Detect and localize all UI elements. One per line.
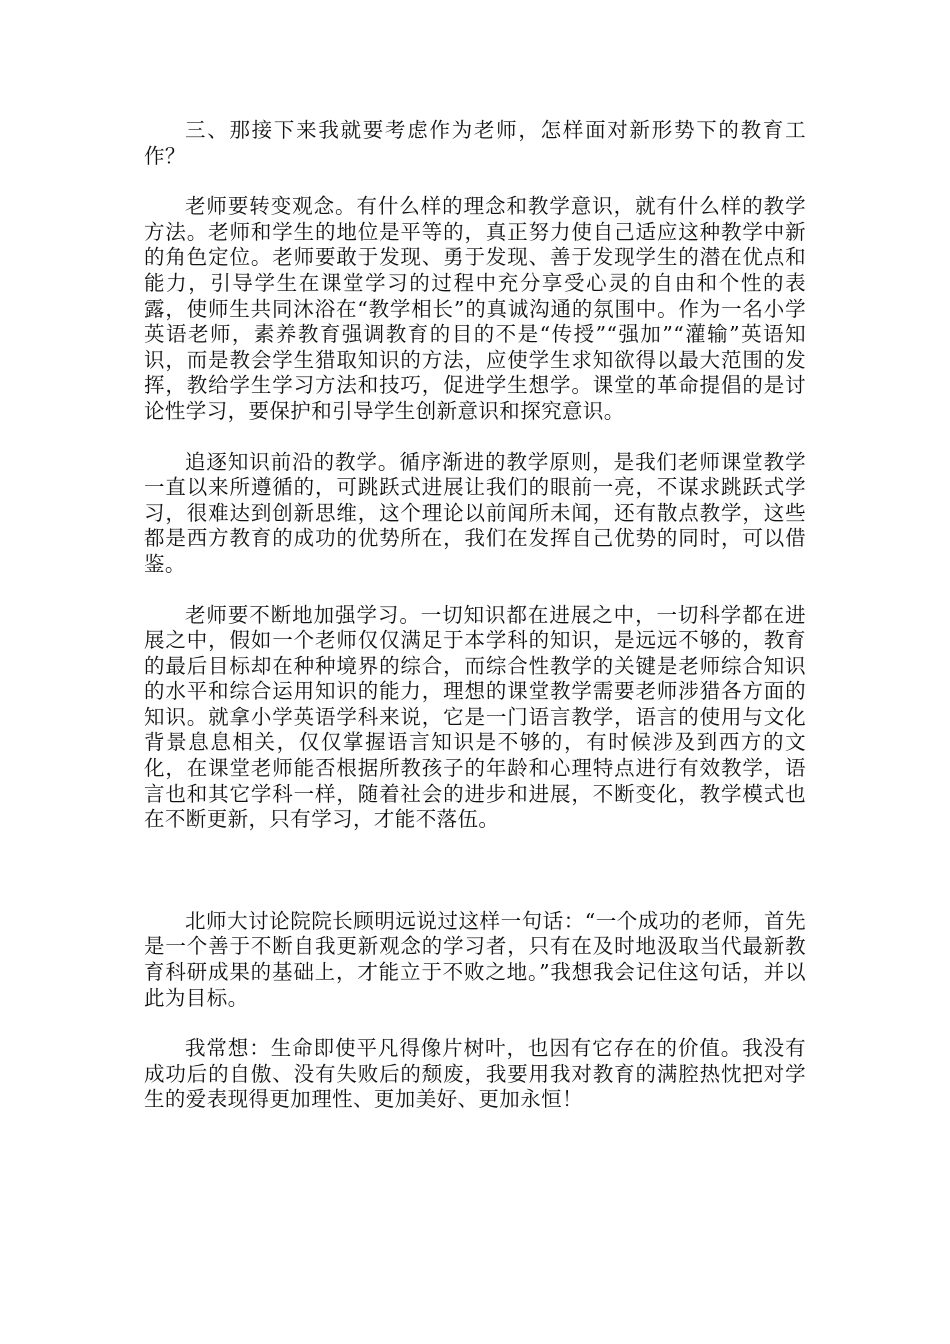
paragraph-spacer: [144, 425, 806, 450]
paragraph-spacer: [144, 833, 806, 909]
paragraph-spacer: [144, 1011, 806, 1036]
paragraph-change-concepts: 老师要转变观念。有什么样的理念和教学意识，就有什么样的教学方法。老师和学生的地位是平等的，真正努力使自己适应这种教学中新的角色定位。老师要敢于发现、勇于发现、善于发现学生的潜在优点和能力，引导学生在课堂学习的过程中充分享受心灵的自由和个性的表露，使师生共同沐浴在“教学相长”的真诚沟通的氛围中。作为一名小学英语老师，素养教育强调教育的目的不是“传授”“强加”“灌输”英语知识，而是教会学生猎取知识的方法，应使学生求知欲得以最大范围的发挥，教给学生学习方法和技巧，促进学生想学。课堂的革命提倡的是讨论性学习，要保护和引导学生创新意识和探究意识。: [144, 194, 806, 423]
paragraph-conclusion: 我常想：生命即使平凡得像片树叶，也因有它存在的价值。我没有成功后的自傲、没有失败后的颓废，我要用我对教育的满腔热忱把对学生的爱表现得更加理性、更加美好、更加永恒！: [144, 1036, 806, 1112]
paragraph-spacer: [144, 169, 806, 194]
paragraph-continuous-learning: 老师要不断地加强学习。一切知识都在进展之中，一切科学都在进展之中，假如一个老师仅仅满足于本学科的知识，是远远不够的，教育的最后目标却在种种境界的综合，而综合性教学的关键是老师综合知识的水平和综合运用知识的能力，理想的课堂教学需要老师涉猎各方面的知识。就拿小学英语学科来说，它是一门语言教学，语言的使用与文化背景息息相关，仅仅掌握语言知识是不够的，有时候涉及到西方的文化，在课堂老师能否根据所教孩子的年龄和心理特点进行有效教学，语言也和其它学科一样，随着社会的进步和进展，不断变化，教学模式也在不断更新，只有学习，才能不落伍。: [144, 602, 806, 832]
paragraph-spacer: [144, 578, 806, 603]
paragraph-quote: 北师大讨论院院长顾明远说过这样一句话：“一个成功的老师，首先是一个善于不断自我更新观念的学习者，只有在及时地汲取当代最新教育科研成果的基础上，才能立于不败之地。”我想我会记住这句话，并以此为目标。: [144, 908, 806, 1010]
paragraph-section-three-heading: 三、那接下来我就要考虑作为老师，怎样面对新形势下的教育工作？: [144, 118, 806, 168]
paragraph-frontier-teaching: 追逐知识前沿的教学。循序渐进的教学原则，是我们老师课堂教学一直以来所遵循的，可跳跃式进展让我们的眼前一亮，不谋求跳跃式学习，很难达到创新思维，这个理论以前闻所未闻，还有散点教学，这些都是西方教育的成功的优势所在，我们在发挥自己优势的同时，可以借鉴。: [144, 449, 806, 576]
document-page: [144, 118, 806, 1113]
